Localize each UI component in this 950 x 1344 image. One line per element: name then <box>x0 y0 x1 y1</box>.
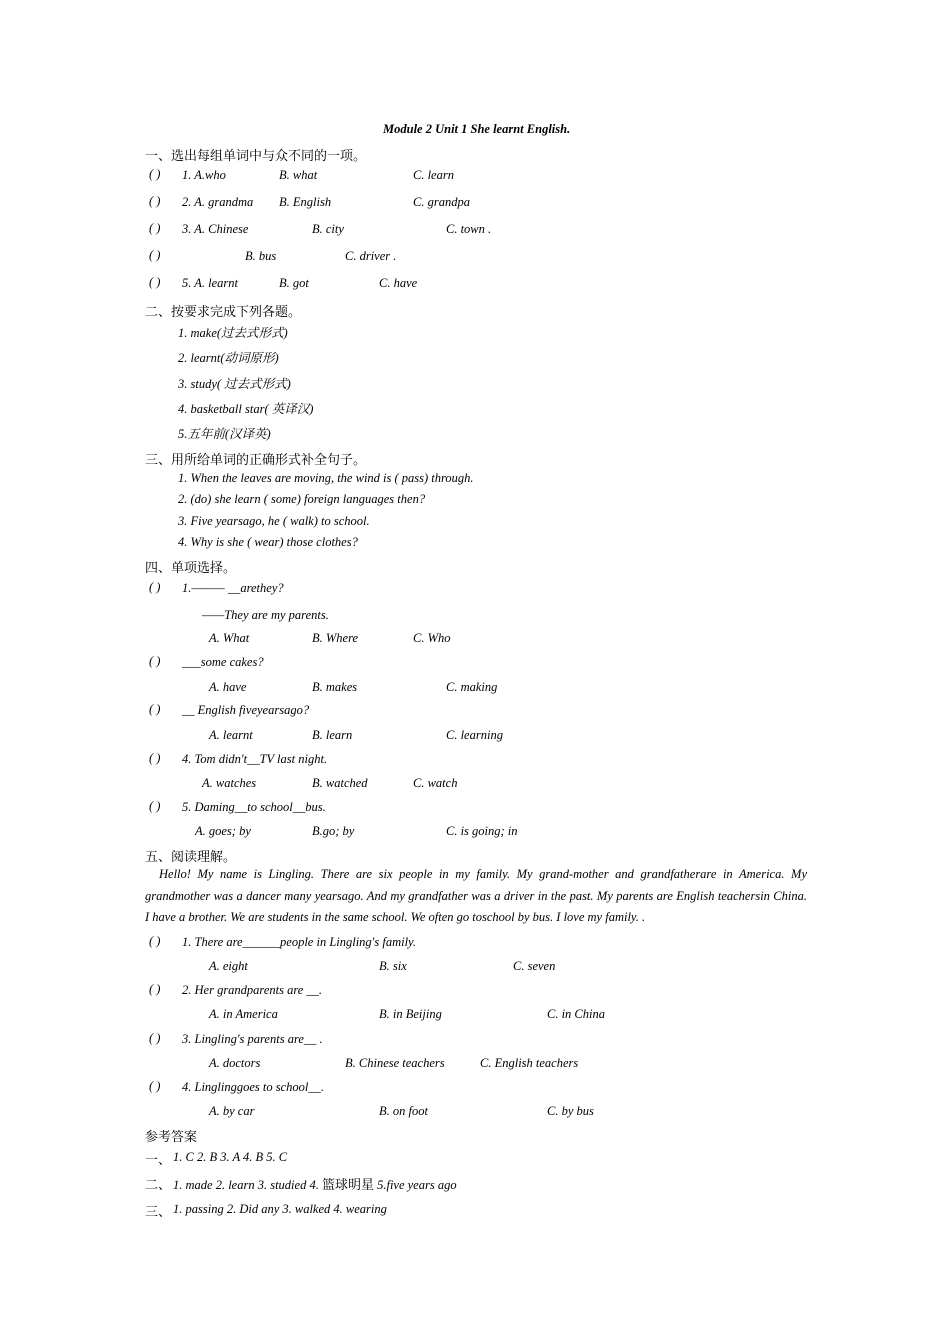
task-item: 5.五年前(汉译英) <box>178 427 271 441</box>
answer-paren: ( ) <box>149 751 161 765</box>
option-a: A. What <box>209 631 250 645</box>
answer-line-prefix: 三、 <box>145 1205 172 1220</box>
question-text: __ English fiveyearsago? <box>182 703 310 717</box>
answer-paren: ( ) <box>149 194 161 208</box>
answer-paren: ( ) <box>149 702 161 716</box>
question-text: 5. Daming__to school__bus. <box>182 800 326 814</box>
option-c: C. by bus <box>547 1104 594 1118</box>
section-4-heading: 四、单项选择。 <box>145 561 237 576</box>
answer-paren: ( ) <box>149 982 161 996</box>
option-c: C. English teachers <box>480 1056 579 1070</box>
option-c: C. watch <box>413 776 458 790</box>
option-c: C. grandpa <box>413 195 470 209</box>
dialog-answer: ——They are my parents. <box>202 608 329 622</box>
option-b: B. city <box>312 222 344 236</box>
task-item: 4. basketball star( 英译汉) <box>178 402 314 416</box>
fill-sentence: 1. When the leaves are moving, the wind is ( pass) through. <box>178 471 474 485</box>
option-c: C. seven <box>513 959 556 973</box>
option-b: B. Where <box>312 631 359 645</box>
option-b: B. what <box>279 168 318 182</box>
option-a: A. watches <box>202 776 257 790</box>
option-c: C. is going; in <box>446 824 518 838</box>
answer-paren: ( ) <box>149 580 161 594</box>
answer-line-3: 1. passing 2. Did any 3. walked 4. wearing <box>173 1202 387 1216</box>
question-text: 5. A. learnt <box>182 276 239 290</box>
option-b: B. English <box>279 195 332 209</box>
question-text: 3. A. Chinese <box>182 222 249 236</box>
answer-part: 1. made 2. learn 3. studied 4. <box>173 1178 322 1192</box>
option-b: B. on foot <box>379 1104 428 1118</box>
question-text: 4. Linglinggoes to school__. <box>182 1080 325 1094</box>
answer-line-prefix: 二、 <box>145 1178 172 1193</box>
option-b: B. six <box>379 959 407 973</box>
answer-line-1: 1. C 2. B 3. A 4. B 5. C <box>173 1150 288 1164</box>
option-c: C. making <box>446 680 498 694</box>
fill-sentence: 3. Five yearsago, he ( walk) to school. <box>178 514 370 528</box>
answer-paren: ( ) <box>149 221 161 235</box>
option-c: C. learning <box>446 728 503 742</box>
option-a: A. by car <box>209 1104 255 1118</box>
question-text: 2. Her grandparents are __. <box>182 983 323 997</box>
option-c: C. driver . <box>345 249 397 263</box>
option-b: B. learn <box>312 728 353 742</box>
option-b: B. in Beijing <box>379 1007 442 1021</box>
answer-paren: ( ) <box>149 934 161 948</box>
option-c: C. have <box>379 276 418 290</box>
question-text: 4. Tom didn't__TV last night. <box>182 752 328 766</box>
section-5-heading: 五、阅读理解。 <box>145 850 237 865</box>
answer-paren: ( ) <box>149 799 161 813</box>
answers-heading: 参考答案 <box>145 1130 198 1145</box>
answer-paren: ( ) <box>149 1031 161 1045</box>
question-text: 3. Lingling's parents are__ . <box>182 1032 323 1046</box>
option-a: A. in America <box>209 1007 278 1021</box>
answer-paren: ( ) <box>149 1079 161 1093</box>
question-text: ___some cakes? <box>182 655 264 669</box>
task-item: 2. learnt(动词原形) <box>178 351 279 365</box>
answer-part: 5.five years ago <box>373 1178 457 1192</box>
section-2-heading: 二、按要求完成下列各题。 <box>145 305 302 320</box>
option-b: B. makes <box>312 680 358 694</box>
question-text: 1. A.who <box>182 168 226 182</box>
page-title: Module 2 Unit 1 She learnt English. <box>383 122 571 136</box>
answer-line-2 <box>173 1174 457 1193</box>
reading-passage: Hello! My name is Lingling. There are six people in my family. My grand-mother and grandfatherare in America. My grandmother was a dancer many yearsago. And my grandfather was a driver in the past. My parents are English teachersin China. I have a brother. We are students in the same school. We often go toschool by bus. I love my family. . <box>145 867 807 924</box>
option-a: A. learnt <box>209 728 253 742</box>
question-text: 1.——— __arethey? <box>182 581 284 595</box>
option-b: B. Chinese teachers <box>345 1056 445 1070</box>
question-text: 1. There are______people in Lingling's family. <box>182 935 417 949</box>
answer-paren: ( ) <box>149 248 161 262</box>
question-text: 2. A. grandma <box>182 195 254 209</box>
option-b: B.go; by <box>312 824 355 838</box>
option-c: C. in China <box>547 1007 605 1021</box>
answer-paren: ( ) <box>149 167 161 181</box>
option-c: C. town . <box>446 222 492 236</box>
option-a: A. eight <box>209 959 248 973</box>
answer-line-prefix: 一、 <box>145 1153 172 1168</box>
section-1-heading: 一、选出每组单词中与众不同的一项。 <box>145 149 367 164</box>
section-3-heading: 三、用所给单词的正确形式补全句子。 <box>145 453 367 468</box>
fill-sentence: 2. (do) she learn ( some) foreign languages then? <box>178 492 426 506</box>
option-b: B. watched <box>312 776 368 790</box>
option-b: B. bus <box>245 249 277 263</box>
option-c: C. Who <box>413 631 451 645</box>
fill-sentence: 4. Why is she ( wear) those clothes? <box>178 535 358 549</box>
option-a: A. doctors <box>209 1056 261 1070</box>
answer-paren: ( ) <box>149 275 161 289</box>
task-item: 1. make(过去式形式) <box>178 326 288 340</box>
option-a: A. goes; by <box>195 824 251 838</box>
option-a: A. have <box>209 680 247 694</box>
option-b: B. got <box>279 276 309 290</box>
answer-part-cn: 篮球明星 <box>321 1178 374 1193</box>
task-item: 3. study( 过去式形式) <box>178 377 291 391</box>
answer-paren: ( ) <box>149 654 161 668</box>
option-c: C. learn <box>413 168 454 182</box>
